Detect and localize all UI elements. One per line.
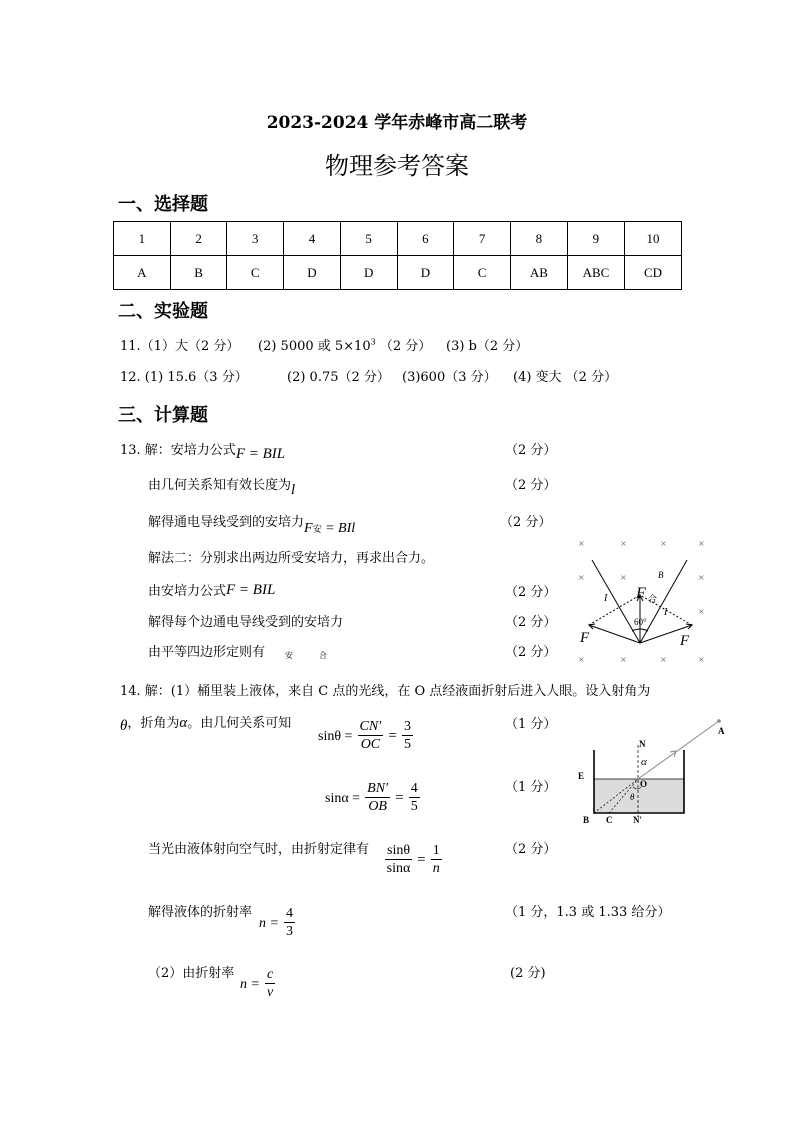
- refracted-ray: [638, 721, 719, 779]
- eq3-value: [431, 842, 442, 877]
- q13-score-3: （2 分）: [500, 515, 552, 530]
- eq3-ratio: [385, 842, 412, 877]
- q14-container-diagram: [575, 715, 735, 825]
- eq1-ratio: [358, 718, 384, 753]
- q13-line5: [148, 580, 275, 600]
- answer-cell: B: [170, 256, 227, 290]
- q14-line2-text: ，折角为: [127, 716, 180, 731]
- alpha-symbol: α: [179, 715, 188, 731]
- eq5-value: [265, 966, 275, 1001]
- field-cross: ×: [660, 655, 667, 664]
- eq2-ratio: [365, 780, 390, 815]
- field-label-b: B: [658, 570, 664, 580]
- question-number-cell: 6: [397, 222, 454, 256]
- question-number-cell: 3: [227, 222, 284, 256]
- eq3-num: sinθ: [387, 843, 411, 858]
- q13-formula-3-sub: 安: [312, 524, 322, 534]
- q13-score-2: （2 分）: [505, 478, 557, 493]
- q13-line7: 由平等四边形定则有: [148, 645, 266, 660]
- resultant-force-sub: 合: [648, 595, 658, 605]
- q13-line1-text: 13. 解：安培力公式: [120, 443, 236, 458]
- q13-formula-3: [304, 521, 355, 536]
- eq1-fnum: 3: [403, 719, 411, 734]
- eq4-num: 4: [286, 906, 294, 921]
- q13-score-5: （2 分）: [505, 585, 557, 600]
- q13-line1: [120, 439, 286, 462]
- q14-score-2: （1 分）: [505, 780, 557, 795]
- field-cross: ×: [620, 655, 627, 664]
- eq3-den: sinα: [386, 861, 411, 876]
- force-arrow-left: [589, 625, 640, 643]
- q12-part4: (4) 变大 （2 分）: [513, 370, 618, 385]
- eq1-fden: 5: [403, 737, 411, 752]
- q13-line3: [148, 511, 356, 536]
- q13-line6: 解得每个边通电导线受到的安培力: [148, 615, 344, 630]
- q11-part2-exponent: 3: [370, 337, 376, 347]
- q12-part2: (2) 0.75（2 分）: [287, 370, 390, 385]
- eq5-num: c: [267, 967, 274, 982]
- section3-heading: 三、计算题: [118, 405, 208, 426]
- field-cross: ×: [698, 607, 705, 616]
- eye-point-a: [717, 719, 721, 723]
- question-number-cell: 2: [170, 222, 227, 256]
- q11-part2-score: （2 分）: [379, 339, 432, 354]
- document-title: 2023-2024 学年赤峰市高二联考: [266, 113, 528, 133]
- q13-line7-sub2: 合: [319, 651, 327, 660]
- eq1-lhs: sinθ =: [318, 729, 353, 744]
- q12-part3: (3)600（3 分）: [402, 370, 497, 385]
- q13-line3-text: 解得通电导线受到的安培力: [148, 515, 305, 530]
- field-cross: ×: [578, 539, 585, 548]
- q14-line3: 当光由液体射向空气时，由折射定律有: [148, 842, 370, 857]
- answer-cell: A: [114, 256, 171, 290]
- eq2-fnum: 4: [410, 781, 418, 796]
- eq1-equals: =: [388, 728, 397, 744]
- eq3-fden: n: [432, 861, 440, 876]
- liquid-region: [594, 779, 684, 813]
- section2-heading: 二、实验题: [118, 301, 208, 322]
- question-number-cell: 4: [284, 222, 341, 256]
- q13-line7-sub1: 安: [285, 651, 293, 660]
- document-subtitle: 物理参考答案: [325, 152, 469, 180]
- label-o: O: [640, 779, 648, 789]
- q13-formula-3-f: F: [304, 521, 313, 536]
- field-cross: ×: [698, 655, 705, 664]
- label-theta: θ: [630, 792, 635, 802]
- eq5-lhs: n =: [240, 977, 260, 992]
- q14-score-4: （1 分，1.3 或 1.33 给分）: [505, 905, 671, 920]
- field-cross: ×: [660, 539, 667, 548]
- label-n: N: [639, 739, 646, 749]
- question-number-cell: 10: [625, 222, 682, 256]
- q13-effective-length: l: [291, 482, 296, 498]
- q11-part3: (3) b（2 分）: [446, 339, 529, 354]
- q14-line2: [120, 712, 291, 732]
- q14-line2-text2: 。由几何关系可知: [187, 716, 292, 731]
- field-cross: ×: [698, 539, 705, 548]
- q14-line1: 14. 解：(1）桶里装上液体，来自 C 点的光线，在 O 点经液面折射后进入人眼。设入射角为: [120, 684, 651, 699]
- question-number-cell: 1: [114, 222, 171, 256]
- q11-part2-text: (2) 5000 或 5×10: [258, 339, 371, 354]
- eq3-fnum: 1: [432, 843, 440, 858]
- q14-score-3: （2 分）: [505, 842, 557, 857]
- question-number-cell: 8: [510, 222, 567, 256]
- answer-cell: D: [397, 256, 454, 290]
- question-number-cell: 9: [567, 222, 624, 256]
- label-c: C: [606, 815, 613, 825]
- field-cross: ×: [578, 655, 585, 664]
- angle-label: 60°: [634, 617, 647, 627]
- q13-force-diagram: [572, 535, 712, 670]
- answer-cell: C: [454, 256, 511, 290]
- equation-refraction-law: [385, 842, 442, 877]
- label-e: E: [578, 771, 585, 781]
- question-number-cell: 7: [454, 222, 511, 256]
- q11-part1: 11.（1）大（2 分）: [120, 339, 240, 354]
- eq2-lhs: sinα =: [325, 791, 361, 806]
- equation-sin-theta: [318, 718, 413, 753]
- q13-line2: [148, 474, 296, 498]
- label-a: A: [718, 726, 725, 736]
- eq4-lhs: n =: [259, 916, 279, 931]
- answer-table: [113, 221, 682, 290]
- q13-formula-3-rest: = BIl: [325, 521, 356, 536]
- answer-cell: AB: [510, 256, 567, 290]
- answer-table-number-row: [114, 222, 682, 256]
- q13-formula-5: F = BIL: [226, 582, 276, 598]
- field-cross: ×: [620, 573, 627, 582]
- eq2-den: OB: [368, 799, 387, 814]
- eq2-fden: 5: [410, 799, 418, 814]
- eq2-num: BN′: [367, 781, 389, 796]
- q11-part2: [258, 335, 431, 354]
- eq2-value: [409, 780, 420, 815]
- q13-line4: 解法二：分别求出两边所受安培力，再求出合力。: [148, 551, 435, 566]
- field-cross: ×: [578, 573, 585, 582]
- eq1-value: [402, 718, 413, 753]
- resultant-force-label: F: [636, 585, 646, 602]
- q14-line5: （2）由折射率: [148, 966, 235, 981]
- answer-cell: D: [284, 256, 341, 290]
- section1-heading: 一、选择题: [118, 194, 208, 215]
- eq4-den: 3: [286, 924, 294, 939]
- field-cross: ×: [620, 539, 627, 548]
- eq5-den: v: [267, 985, 274, 1000]
- q13-score-6: （2 分）: [505, 615, 557, 630]
- current-label-right: I: [664, 607, 668, 618]
- eq1-den: OC: [360, 737, 381, 752]
- q14-line4: 解得液体的折射率: [148, 905, 253, 920]
- label-alpha: α: [641, 756, 647, 768]
- label-b: B: [583, 815, 590, 825]
- q13-line2-text: 由几何关系知有效长度为: [148, 478, 292, 493]
- field-cross: ×: [698, 573, 705, 582]
- q13-formula-1: F = BIL: [235, 446, 286, 462]
- equation-sin-alpha: [325, 780, 420, 815]
- answer-cell: C: [227, 256, 284, 290]
- eq1-num: CN′: [359, 719, 382, 734]
- q13-line5-text: 由安培力公式: [148, 584, 227, 599]
- eq2-equals: =: [395, 790, 404, 806]
- answer-table-answer-row: [114, 256, 682, 290]
- eq3-equals: =: [417, 852, 426, 868]
- force-label-right: F: [680, 633, 690, 649]
- q12-part1: 12. (1) 15.6（3 分）: [120, 370, 248, 385]
- q13-score-7: （2 分）: [505, 645, 557, 660]
- q13-score-1: （2 分）: [505, 443, 557, 458]
- question-number-cell: 5: [340, 222, 397, 256]
- q14-score-5: (2 分): [510, 966, 546, 981]
- answer-cell: CD: [625, 256, 682, 290]
- answer-cell: D: [340, 256, 397, 290]
- equation-speed: [240, 966, 275, 1001]
- equation-refractive-index: [259, 905, 295, 940]
- q14-score-1: （1 分）: [505, 717, 557, 732]
- current-label-left: I: [604, 593, 608, 604]
- force-label-left: F: [580, 630, 590, 646]
- theta-symbol: θ: [120, 718, 128, 734]
- answer-cell: ABC: [567, 256, 624, 290]
- label-n-prime: N′: [633, 815, 643, 825]
- eq4-value: [284, 905, 295, 940]
